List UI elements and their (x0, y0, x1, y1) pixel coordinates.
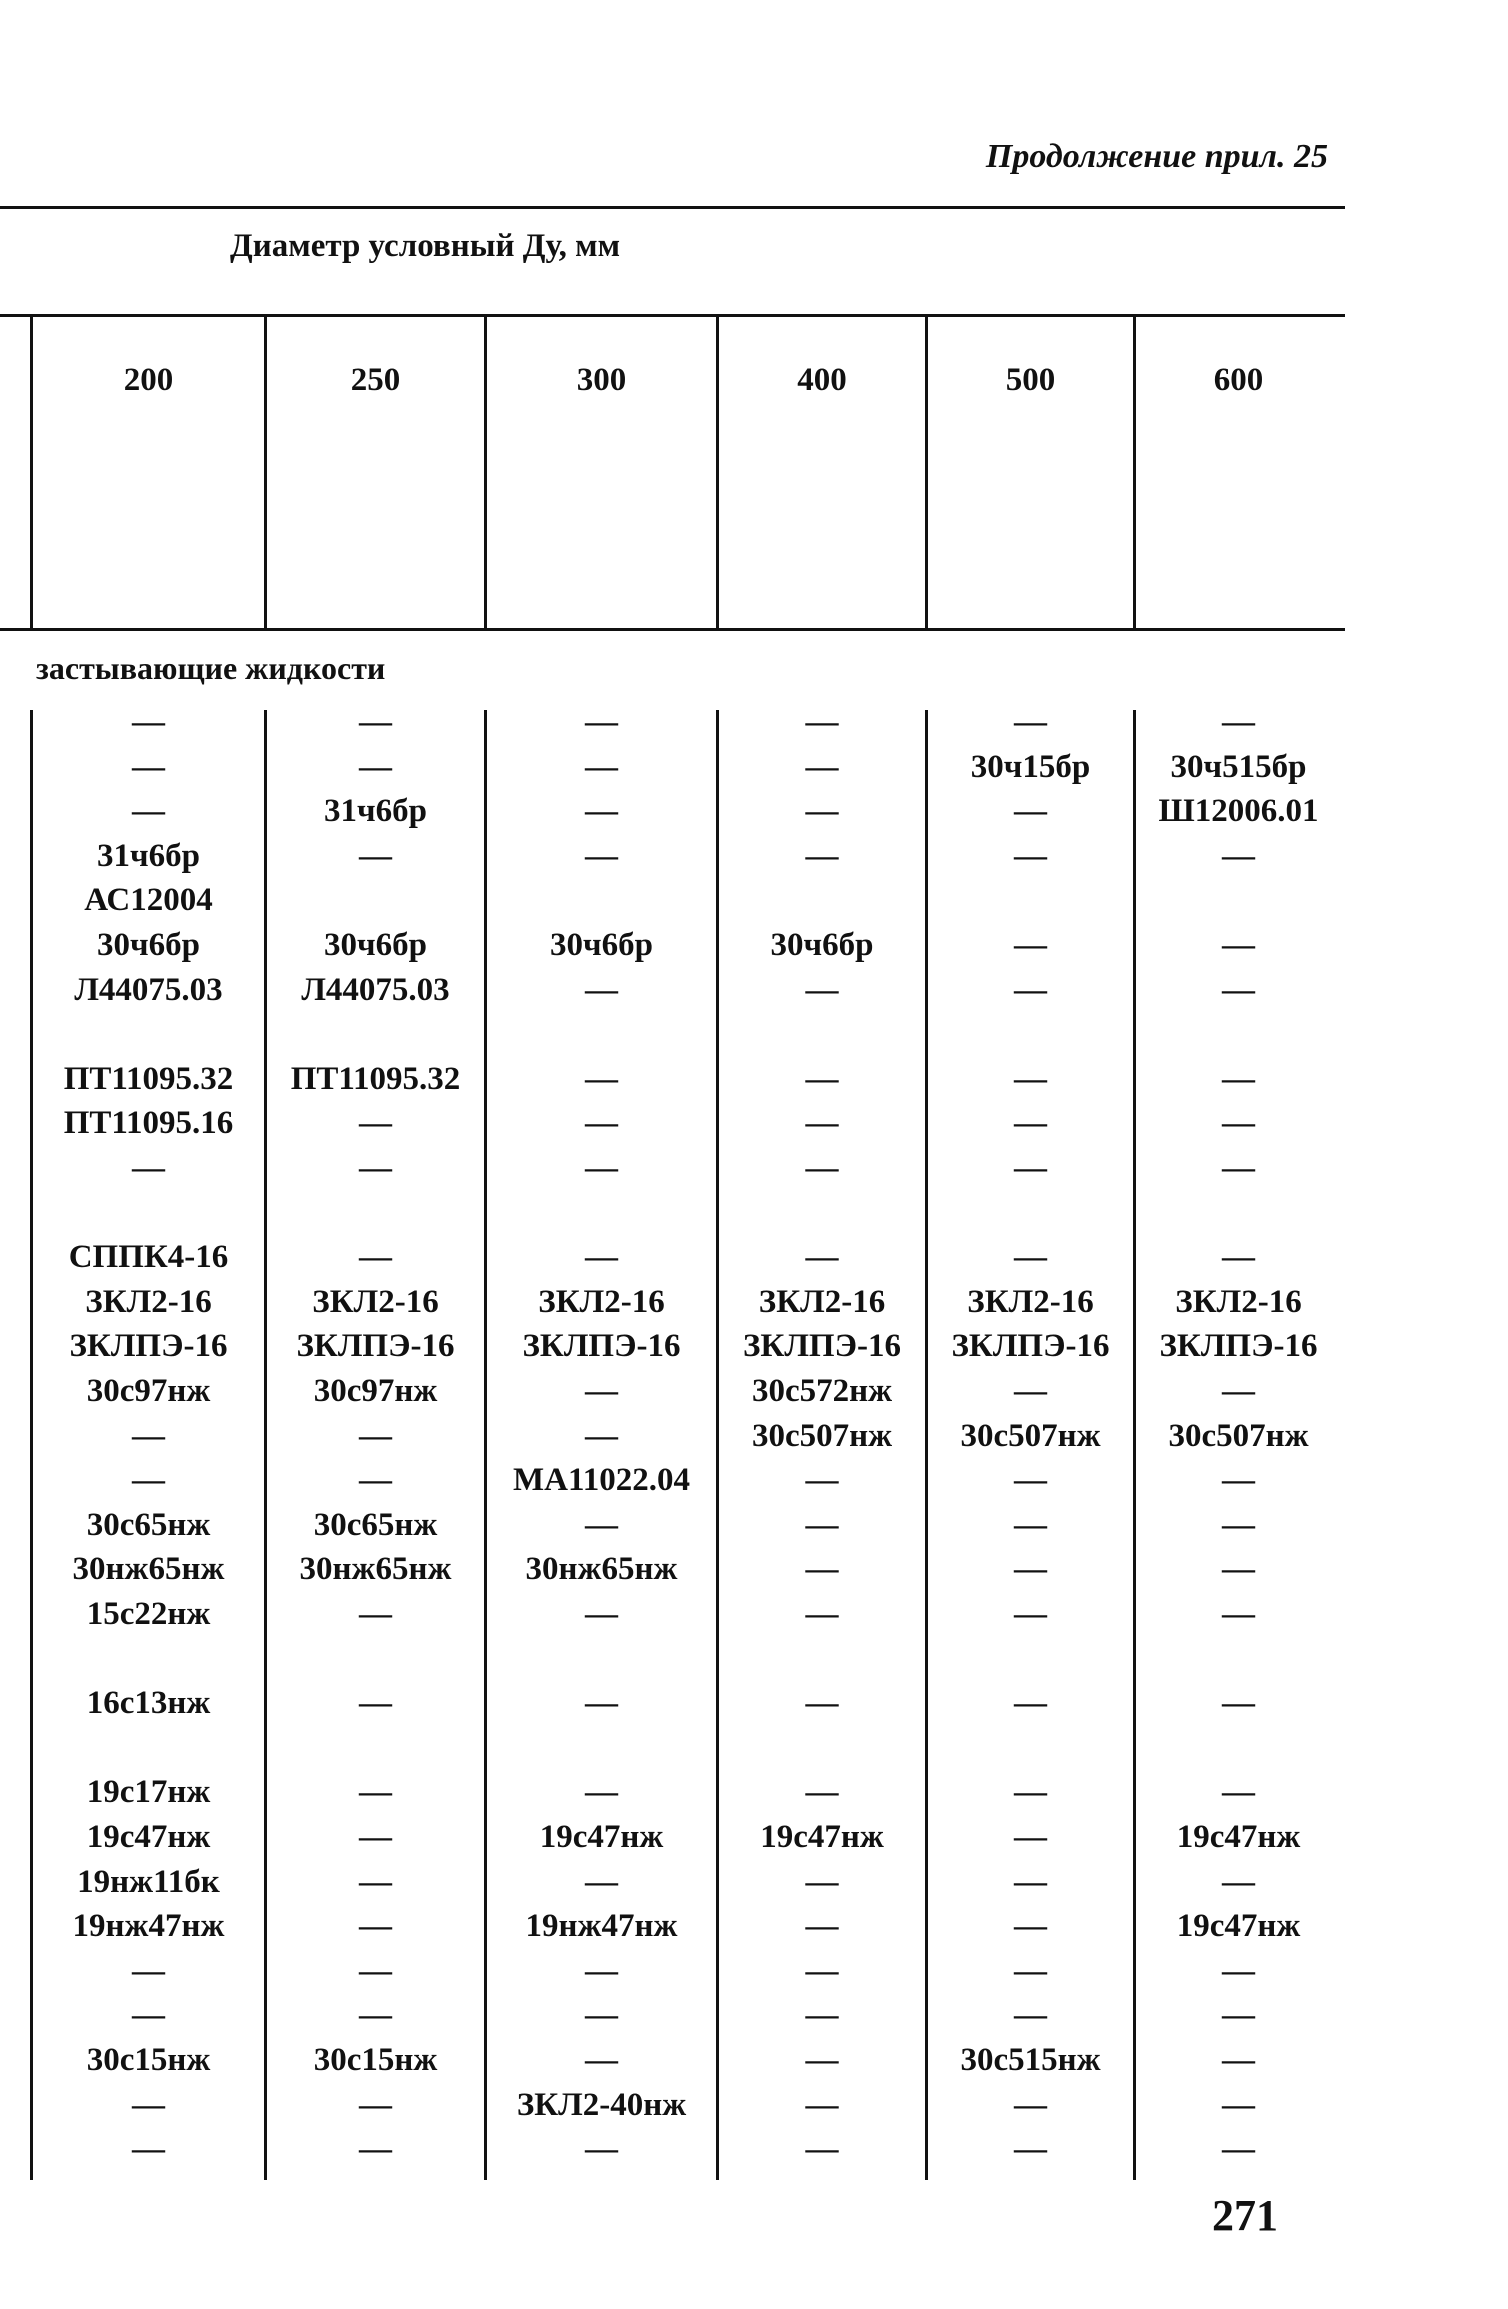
page-header: Продолжение прил. 25 (985, 138, 1328, 175)
table-cell: — (805, 972, 839, 1008)
table-row (0, 2083, 1508, 2127)
table-cell: — (359, 1774, 392, 1810)
table-cell (267, 1012, 484, 1056)
table-cell: — (1014, 1774, 1047, 1810)
table-cell: — (805, 1150, 839, 1186)
table-cell: — (1014, 704, 1047, 740)
table-cell: ЗКЛ2-16 (967, 1284, 1094, 1320)
table-cell: ПТ11095.32 (290, 1061, 461, 1097)
table-cell: — (805, 1953, 839, 1989)
table-cell: — (1222, 1551, 1255, 1587)
table-cell: ЗКЛ2-16 (312, 1284, 439, 1320)
table-row (0, 1191, 1508, 1235)
table-cell: — (585, 1997, 618, 2033)
section-title: застывающие жидкости (36, 650, 386, 686)
table-cell: 19нж47нж (72, 1908, 225, 1944)
table-cell (719, 1637, 925, 1681)
table-cell: — (805, 793, 839, 829)
top-rule (0, 206, 1345, 209)
table-cell: — (1222, 1105, 1255, 1141)
table-cell (719, 878, 925, 922)
table-cell: — (132, 2131, 165, 2167)
table-cell: — (1222, 927, 1255, 963)
table-cell: — (1222, 2131, 1255, 2167)
table-cell: — (1014, 1061, 1047, 1097)
column-header-500: 500 (1005, 362, 1056, 398)
table-cell: — (359, 1819, 392, 1855)
table-cell: ЗКЛ2-40нж (516, 2087, 687, 2123)
table-cell: — (585, 1150, 618, 1186)
table-cell: — (359, 1596, 392, 1632)
table-cell: — (359, 1462, 392, 1498)
table-row (0, 1726, 1508, 1770)
table-cell: — (1222, 1061, 1255, 1097)
table-cell: — (1222, 1507, 1255, 1543)
table-cell: 19с47нж (539, 1819, 664, 1855)
table-cell: — (132, 1462, 165, 1498)
table-cell: — (1222, 704, 1255, 740)
table-row (0, 2127, 1508, 2171)
table-cell (928, 1191, 1133, 1235)
table-cell: — (805, 1864, 839, 1900)
table-cell: — (585, 1507, 618, 1543)
table-cell (1136, 1191, 1341, 1235)
table-cell: — (359, 749, 392, 785)
table-cell: — (1222, 838, 1255, 874)
table-cell: — (1222, 1373, 1255, 1409)
table-cell: — (805, 1462, 839, 1498)
table-row (0, 1146, 1508, 1190)
table-cell: 30с65нж (313, 1507, 438, 1543)
table-cell (928, 878, 1133, 922)
table-cell: — (585, 1061, 618, 1097)
table-cell: — (1222, 1774, 1255, 1810)
column-header-300: 300 (576, 362, 627, 398)
table-row (0, 1369, 1508, 1413)
table-cell: — (805, 2042, 839, 2078)
table-cell: 30с572нж (751, 1373, 893, 1409)
table-cell: — (1014, 2087, 1047, 2123)
table-row (0, 1012, 1508, 1056)
table-cell: — (585, 2042, 618, 2078)
page-number: 271 (1212, 2191, 1278, 2240)
table-row (0, 789, 1508, 833)
table-cell: — (132, 2087, 165, 2123)
table-row (0, 1101, 1508, 1145)
table-cell: — (805, 1239, 839, 1275)
table-cell: — (1014, 1685, 1047, 1721)
table-row (0, 1592, 1508, 1636)
table-cell: 30ч15бр (970, 749, 1091, 785)
table-cell: — (359, 1864, 392, 1900)
table-cell: — (805, 2131, 839, 2167)
table-cell: — (1014, 1953, 1047, 1989)
table-cell: — (359, 704, 392, 740)
table-cell: — (1014, 927, 1047, 963)
column-header-600: 600 (1213, 362, 1264, 398)
table-cell: 30с97нж (313, 1373, 438, 1409)
table-cell: — (805, 704, 839, 740)
table-cell (33, 1726, 264, 1770)
table-cell (487, 1726, 716, 1770)
table-cell (1136, 1726, 1341, 1770)
table-cell (1136, 878, 1341, 922)
table-cell: — (1222, 1462, 1255, 1498)
table-cell: — (585, 838, 618, 874)
table-row (0, 1057, 1508, 1101)
table-cell (267, 1637, 484, 1681)
table-cell (33, 1191, 264, 1235)
table-cell (487, 878, 716, 922)
table-cell: ПТ11095.16 (63, 1105, 234, 1141)
table-cell: — (1014, 1105, 1047, 1141)
table-row (0, 1904, 1508, 1948)
table-cell (719, 1726, 925, 1770)
table-cell: — (1014, 1908, 1047, 1944)
table-cell: — (585, 1596, 618, 1632)
table-cell: — (805, 2087, 839, 2123)
table-cell: 30ч6бр (770, 927, 874, 963)
table-cell: 19с47нж (1176, 1819, 1301, 1855)
table-cell: — (1014, 1551, 1047, 1587)
table-cell: — (1014, 972, 1047, 1008)
table-cell: — (805, 1685, 839, 1721)
table-cell (928, 1637, 1133, 1681)
table-cell: — (359, 1239, 392, 1275)
table-cell: — (1014, 793, 1047, 829)
table-row (0, 1637, 1508, 1681)
table-cell: 19с47нж (760, 1819, 884, 1855)
table-cell: Л44075.03 (301, 972, 450, 1008)
table-cell: 30нж65нж (299, 1551, 452, 1587)
table-cell: МА11022.04 (513, 1462, 690, 1498)
table-cell: — (1014, 2131, 1047, 2167)
table-cell: 31ч6бр (324, 793, 427, 829)
table-cell: — (132, 1150, 165, 1186)
table-cell: 19с17нж (86, 1774, 211, 1810)
table-cell: — (359, 2131, 392, 2167)
table-cell: — (1014, 1819, 1047, 1855)
table-cell: — (585, 1418, 618, 1454)
table-cell: — (1222, 1685, 1255, 1721)
table-cell: СППК4-16 (68, 1239, 229, 1275)
table-cell: — (359, 1685, 392, 1721)
table-cell: — (132, 1953, 165, 1989)
table-cell: — (585, 1239, 618, 1275)
table-cell: — (585, 704, 618, 740)
table-cell: ЗКЛ2-16 (1175, 1284, 1302, 1320)
table-cell: — (1014, 1596, 1047, 1632)
table-cell: 30с515нж (960, 2042, 1101, 2078)
table-cell: 30ч6бр (324, 927, 427, 963)
table-cell: 30с97нж (86, 1373, 211, 1409)
table-cell: — (805, 1908, 839, 1944)
table-row (0, 1324, 1508, 1368)
table-cell: Л44075.03 (74, 972, 223, 1008)
table-cell: 30ч6бр (550, 927, 653, 963)
table-cell: — (359, 1908, 392, 1944)
table-row (0, 1815, 1508, 1859)
table-row (0, 700, 1508, 744)
table-cell: ЗКЛПЭ-16 (522, 1328, 681, 1364)
table-cell (1136, 1637, 1341, 1681)
table-cell (928, 1726, 1133, 1770)
table-cell: — (1222, 972, 1255, 1008)
table-cell: — (1014, 838, 1047, 874)
table-cell: — (585, 793, 618, 829)
table-cell: — (1222, 1596, 1255, 1632)
table-cell (33, 1637, 264, 1681)
table-cell: 30ч515бр (1170, 749, 1307, 785)
table-cell: — (1222, 1953, 1255, 1989)
table-cell: — (805, 749, 839, 785)
table-cell: ЗКЛ2-16 (538, 1284, 665, 1320)
table-cell (267, 1191, 484, 1235)
table-cell: 30с507нж (1168, 1418, 1309, 1454)
table-cell: — (1222, 1239, 1255, 1275)
table-cell: — (132, 749, 165, 785)
table-cell: 19с47нж (1176, 1908, 1301, 1944)
table-cell: — (1014, 1864, 1047, 1900)
group-title: Диаметр условный Ду, мм (230, 228, 621, 264)
table-cell: 30ч6бр (97, 927, 200, 963)
table-cell: — (132, 1418, 165, 1454)
table-cell: — (359, 1105, 392, 1141)
table-cell: — (585, 1373, 618, 1409)
table-cell: — (1014, 1239, 1047, 1275)
table-cell: 19нж47нж (525, 1908, 678, 1944)
table-cell (719, 1191, 925, 1235)
table-cell: — (585, 1774, 618, 1810)
table-cell: ЗКЛПЭ-16 (69, 1328, 228, 1364)
table-cell: 19нж11бк (77, 1864, 220, 1900)
table-cell: ЗКЛ2-16 (758, 1284, 886, 1320)
table-row (0, 2038, 1508, 2082)
header-bottom-rule (0, 628, 1345, 631)
table-cell (33, 1012, 264, 1056)
table-cell (1136, 1012, 1341, 1056)
table-cell: — (132, 793, 165, 829)
table-cell: ЗКЛПЭ-16 (743, 1328, 901, 1364)
table-cell: — (585, 1105, 618, 1141)
table-cell: — (805, 1596, 839, 1632)
column-header-200: 200 (123, 362, 174, 398)
table-row (0, 745, 1508, 789)
column-header-250: 250 (350, 362, 401, 398)
table-row (0, 1681, 1508, 1725)
table-cell: — (1014, 1150, 1047, 1186)
table-cell (928, 1012, 1133, 1056)
table-row (0, 1770, 1508, 1814)
table-cell: — (805, 1774, 839, 1810)
table-row (0, 1235, 1508, 1279)
table-cell: — (1014, 1507, 1047, 1543)
table-cell: — (1222, 1150, 1255, 1186)
table-cell: 30нж65нж (525, 1551, 678, 1587)
table-cell: — (585, 2131, 618, 2167)
table-cell: ЗКЛПЭ-16 (951, 1328, 1110, 1364)
column-header-400: 400 (797, 362, 847, 398)
table-cell: 16с13нж (86, 1685, 211, 1721)
table-cell: ЗКЛ2-16 (85, 1284, 212, 1320)
table-cell: АС12004 (84, 882, 213, 918)
table-cell: — (359, 1997, 392, 2033)
table-row (0, 1547, 1508, 1591)
table-cell: 30с15нж (86, 2042, 211, 2078)
table-cell: — (585, 1685, 618, 1721)
table-cell: 19с47нж (86, 1819, 211, 1855)
table-cell: — (805, 838, 839, 874)
table-row (0, 968, 1508, 1012)
table-cell (487, 1012, 716, 1056)
table-cell: — (805, 1105, 839, 1141)
table-cell: 30с507нж (751, 1418, 893, 1454)
table-cell: — (1222, 2042, 1255, 2078)
table-row (0, 878, 1508, 922)
table-cell: — (805, 1551, 839, 1587)
table-cell: — (585, 1953, 618, 1989)
table-row (0, 1414, 1508, 1458)
table-cell: — (585, 972, 618, 1008)
header-top-rule (0, 314, 1345, 317)
table-cell (267, 1726, 484, 1770)
table-cell: — (585, 1864, 618, 1900)
table-cell: — (1222, 1997, 1255, 2033)
table-cell: — (359, 1150, 392, 1186)
table-cell: ЗКЛПЭ-16 (296, 1328, 455, 1364)
table-cell (719, 1012, 925, 1056)
table-cell: 15с22нж (86, 1596, 211, 1632)
table-cell: — (805, 1997, 839, 2033)
table-row (0, 1280, 1508, 1324)
table-row (0, 1458, 1508, 1502)
table-cell (267, 878, 484, 922)
table-cell: — (359, 838, 392, 874)
table-cell: — (132, 1997, 165, 2033)
table-cell: — (585, 749, 618, 785)
table-row (0, 1503, 1508, 1547)
table-cell: — (805, 1061, 839, 1097)
table-cell: — (1014, 1462, 1047, 1498)
table-cell: — (359, 1953, 392, 1989)
table-row (0, 1993, 1508, 2037)
table-cell (487, 1191, 716, 1235)
table-cell: Ш12006.01 (1158, 793, 1319, 829)
table-cell: 30с65нж (86, 1507, 211, 1543)
table-row (0, 923, 1508, 967)
table-cell: — (1014, 1997, 1047, 2033)
table-cell: 30с15нж (313, 2042, 438, 2078)
table-cell: — (1222, 1864, 1255, 1900)
table-cell (487, 1637, 716, 1681)
table-row (0, 1949, 1508, 1993)
table-cell: ЗКЛПЭ-16 (1159, 1328, 1318, 1364)
table-cell: — (132, 704, 165, 740)
table-row (0, 834, 1508, 878)
table-cell: 31ч6бр (97, 838, 200, 874)
table-cell: ПТ11095.32 (63, 1061, 234, 1097)
table-cell: — (1014, 1373, 1047, 1409)
table-cell: 30с507нж (960, 1418, 1101, 1454)
table-cell: — (805, 1507, 839, 1543)
table-cell: — (1222, 2087, 1255, 2123)
table-row (0, 1860, 1508, 1904)
table-cell: — (359, 1418, 392, 1454)
table-cell: — (359, 2087, 392, 2123)
table-cell: 30нж65нж (72, 1551, 225, 1587)
